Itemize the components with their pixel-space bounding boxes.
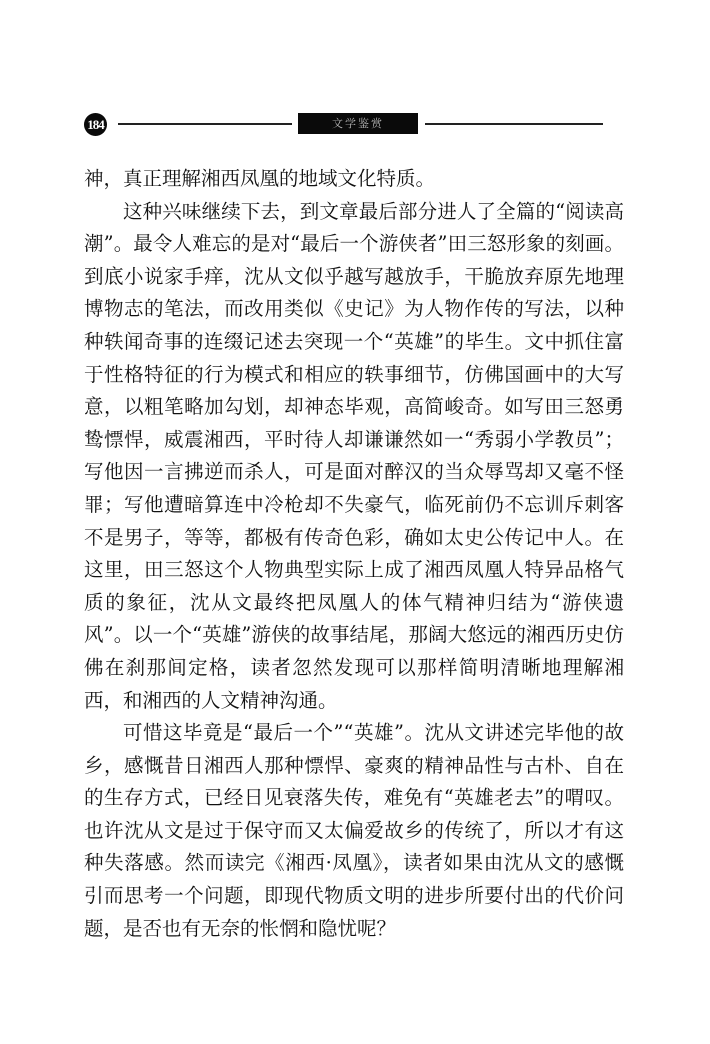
page-number-badge: 184 [84,113,107,136]
running-header [0,0,710,150]
section-title-box: 文学鉴赏 [298,113,418,134]
paragraph-1: 神，真正理解湘西凤凰的地域文化特质。 [84,167,436,190]
header-rule-right [425,123,603,125]
body-text [84,163,624,945]
header-rule-left [118,123,292,125]
paragraph-2: 这种兴味继续下去，到文章最后部分进人了全篇的“阅读高潮”。最令人难忘的是对“最后一个游侠者”田三怒形象的刻画。到底小说家手痒，沈从文似乎越写越放手，干脆放弃原先地理博物志的笔法，而改用类似《史记》为人物作传的写法，以种种轶闻奇事的连缀记述去突现一个“英雄”的毕生。文中抓住富于性格特征的行为模式和相应的轶事细节，仿佛国画中的大写意，以粗笔略加勾划，却神态毕观，高简峻奇。如写田三怒勇鸷慓悍，威震湘西，平时待人却谦谦然如一“秀弱小学教员”；写他因一言拂逆而杀人，可是面对醉汉的当众辱骂却又毫不怪罪；写他遭暗算连中冷枪却不失豪气，临死前仍不忘训斥刺客不是男子，等等，都极有传奇色彩，确如太史公传记中人。在这里，田三怒这个人物典型实际上成了湘西凤凰人特异品格气质的象征，沈从文最终把凤凰人的体气精神归结为“游侠遗风”。以一个“英雄”游侠的故事结尾，那阔大悠远的湘西历史仿佛在刹那间定格，读者忽然发现可以那样简明清晰地理解湘西，和湘西的人文精神沟通。 [84,199,624,712]
paragraph-3: 可惜这毕竟是“最后一个”“英雄”。沈从文讲述完毕他的故乡，感慨昔日湘西人那种慓悍、豪爽的精神品性与古朴、自在的生存方式，已经日见衰落失传，难免有“英雄老去”的喟叹。也许沈从文是过于保守而又太偏爱故乡的传统了，所以才有这种失落感。然而读完《湘西·凤凰》，读者如果由沈从文的感慨引而思考一个问题，即现代物质文明的进步所要付出的代价问题，是否也有无奈的怅惘和隐忧呢？ [84,721,624,940]
